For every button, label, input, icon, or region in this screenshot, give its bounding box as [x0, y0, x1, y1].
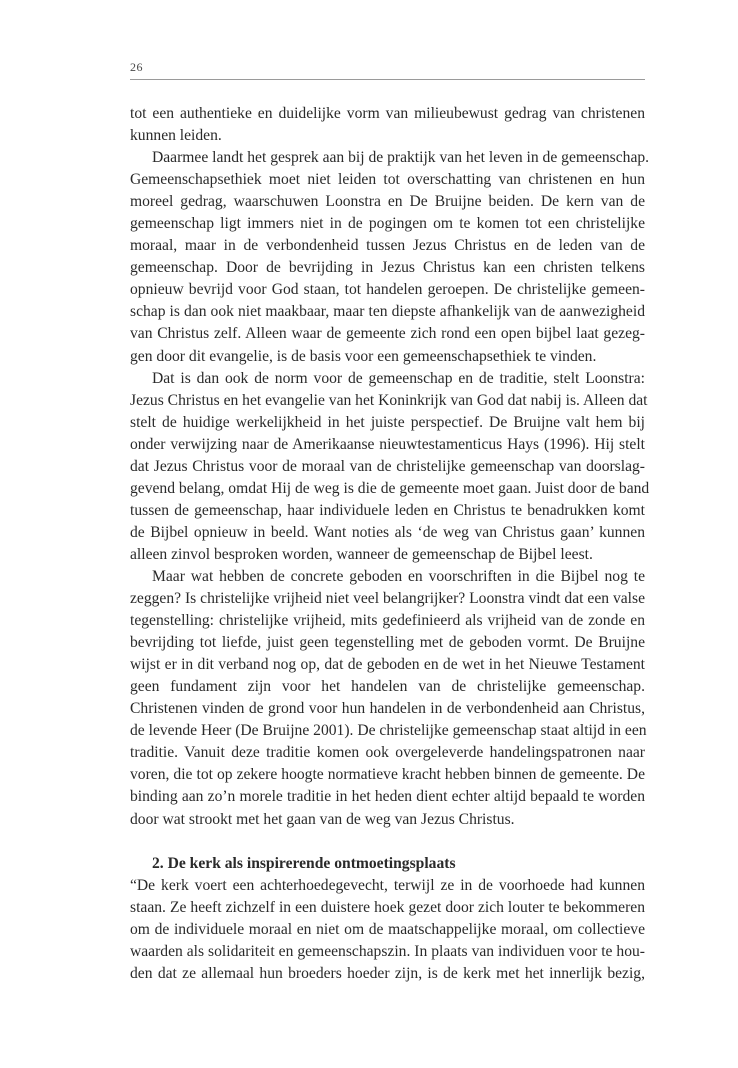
text-line: “De kerk voert een achterhoedegevecht, terwijl ze in de voorhoede had kunnen: [130, 876, 645, 894]
text-line: Christenen vinden de grond voor hun handelen in de verbondenheid aan Christus,: [130, 700, 645, 718]
text-line: gemeenschap. Door de bevrijding in Jezus Christus kan een christen telkens: [130, 259, 645, 277]
text-line: opnieuw bevrijd voor God staan, tot handelen geroepen. De christelijke gemeen-: [130, 281, 645, 299]
text-line: den dat ze allemaal hun broeders hoeder zijn, is de kerk met het innerlijk bezig,: [130, 964, 645, 982]
text-line: gen door dit evangelie, is de basis voor een gemeenschapsethiek te vinden.: [130, 347, 597, 365]
text-line: schap is dan ook niet maakbaar, maar ten diepste afhankelijk van de aanwezigheid: [130, 303, 645, 321]
text-line: dat Jezus Christus voor de moraal van de christelijke gemeenschap van doorslag-: [130, 457, 645, 475]
text-line: stelt de huidige werkelijkheid in het juiste perspectief. De Bruijne valt hem bij: [130, 413, 645, 431]
text-line: zeggen? Is christelijke vrijheid niet veel belangrijker? Loonstra vindt dat een valse: [130, 590, 645, 608]
text-line: traditie. Vanuit deze traditie komen ook overgeleverde handelingspatronen naar: [130, 744, 645, 762]
text-line: wijst er in dit verband nog op, dat de geboden en de wet in het Nieuwe Testament: [130, 656, 645, 674]
text-line: binding aan zo’n morele traditie in het heden dient echter altijd bepaald te worden: [130, 788, 645, 806]
text-line: gemeenschap ligt immers niet in de pogingen om te komen tot een christelijke: [130, 215, 645, 233]
text-line: tegenstelling: christelijke vrijheid, mits gedefinieerd als vrijheid van de zonde en: [130, 612, 645, 630]
header-rule: [130, 79, 645, 80]
page-number: 26: [130, 60, 143, 74]
text-line: van Christus zelf. Alleen waar de gemeente zich rond een open bijbel laat gezeg-: [130, 325, 645, 343]
text-line: Jezus Christus en het evangelie van het Koninkrijk van God dat nabij is. Alleen dat: [130, 391, 648, 409]
text-line: de Bijbel opnieuw in beeld. Want noties als ‘de weg van Christus gaan’ kunnen: [130, 523, 645, 541]
text-line: bevrijding tot liefde, juist geen tegenstelling met de geboden vormt. De Bruijne: [130, 634, 645, 652]
text-line: Maar wat hebben de concrete geboden en voorschriften in die Bijbel nog te: [152, 567, 645, 585]
text-line: Gemeenschapsethiek moet niet leiden tot overschatting van christenen en hun: [130, 171, 645, 189]
paragraph: [130, 103, 645, 147]
text-body: [130, 103, 650, 985]
text-line: tot een authentieke en duidelijke vorm van milieubewust gedrag van christenen: [130, 105, 645, 122]
text-line: staan. Ze heeft zichzelf in een duistere hoek gezet door zich louter te bekommeren: [130, 898, 645, 916]
text-line: de levende Heer (De Bruijne 2001). De christelijke gemeenschap staat altijd in een: [130, 722, 647, 740]
text-line: Dat is dan ook de norm voor de gemeenschap en de traditie, stelt Loonstra:: [152, 369, 645, 387]
text-line: tussen de gemeenschap, haar individuele leden en Christus te benadrukken komt: [130, 501, 645, 519]
text-line: geen fundament zijn voor het handelen van de christelijke gemeenschap.: [130, 678, 645, 696]
section-heading: 2. De kerk als inspirerende ontmoetingsplaats: [152, 854, 456, 872]
text-line: onder verwijzing naar de Amerikaanse nieuwtestamenticus Hays (1996). Hij stelt: [130, 435, 645, 453]
paragraph: [130, 368, 650, 566]
text-line: alleen zinvol besproken worden, wanneer de gemeenschap de Bijbel leest.: [130, 545, 593, 563]
text-line: moraal, maar in de verbondenheid tussen Jezus Christus en de leden van de: [130, 237, 645, 255]
text-line: kunnen leiden.: [130, 127, 222, 145]
section-spacer: [130, 831, 645, 853]
paragraph: [130, 875, 645, 985]
text-line: waarden als solidariteit en gemeenschapszin. In plaats van individuen voor te hou-: [130, 942, 645, 960]
text-line: door wat strookt met het gaan van de weg van Jezus Christus.: [130, 810, 515, 828]
text-line: gevend belang, omdat Hij de weg is die de gemeente moet gaan. Juist door de band: [130, 479, 650, 497]
text-line: om de individuele moraal en niet om de maatschappelijke moraal, om collectieve: [130, 920, 645, 938]
text-line: Daarmee landt het gesprek aan bij de praktijk van het leven in de gemeenschap.: [152, 149, 650, 167]
paragraph: [130, 566, 645, 831]
text-line: moreel gedrag, waarschuwen Loonstra en De Bruijne beiden. De kern van de: [130, 193, 645, 211]
text-line: voren, die tot op zekere hoogte normatieve kracht hebben binnen de gemeente. De: [130, 766, 645, 784]
paragraph: [130, 147, 650, 367]
